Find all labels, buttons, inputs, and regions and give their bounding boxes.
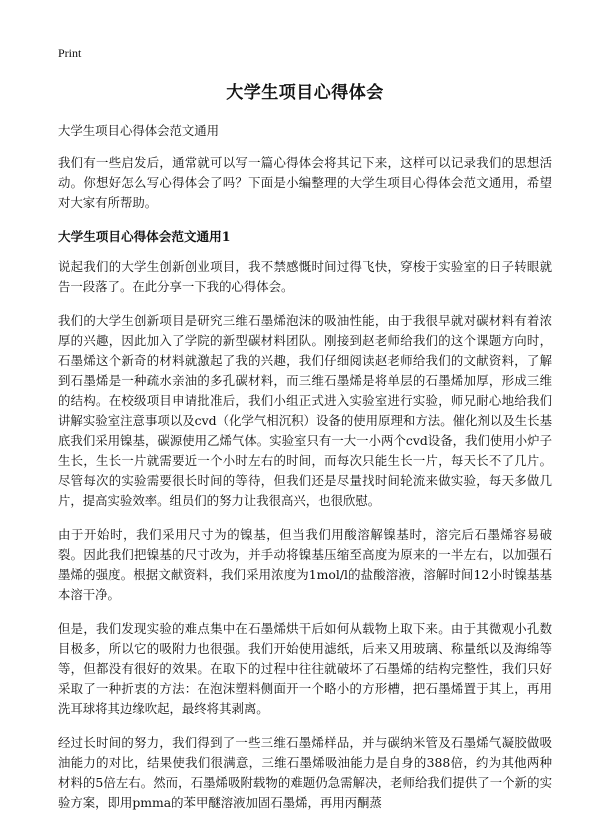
body-paragraph-4: 但是，我们发现实验的难点集中在石墨烯烘干后如何从载物上取下来。由于其微观小孔数目极多，所以它的吸附力也很强。我们开始使用滤纸，后来又用玻璃、称量纸以及海绵等等，但都没有很好的效果。在取下的过程中往往就破坏了石墨烯的结构完整性，我们只好采取了一种折衷的方法：在泡沫塑料侧面开一个略小的方形槽，把石墨烯置于其上，再用洗耳球将其边缘吹起，最终将其剥离。	[58, 621, 552, 716]
print-link[interactable]: Print	[58, 46, 82, 60]
body-paragraph-3: 由于开始时，我们采用尺寸为的镍基，但当我们用酸溶解镍基时，溶完后石墨烯容易破裂。因此我们把镍基的尺寸改为，并手动将镍基压缩至高度为原来的一半左右，以加强石墨烯的强度。根据文献资料，我们采用浓度为1mol/l的盐酸溶液，溶解时间12小时镍基基本溶干净。	[58, 527, 552, 602]
document-subtitle: 大学生项目心得体会范文通用	[58, 123, 220, 138]
body-paragraph-1: 说起我们的大学生创新创业项目，我不禁感慨时间过得飞快，穿梭于实验室的日子转眼就告一段落了。在此分享一下我的心得体会。	[58, 259, 552, 294]
document-page	[58, 78, 552, 827]
body-paragraph-5: 经过长时间的努力，我们得到了一些三维石墨烯样品，并与碳纳米管及石墨烯气凝胶做吸油能力的对比，结果使我们很满意，三维石墨烯吸油能力是自身的388倍，约为其他两种材料的5倍左右。然而，石墨烯吸附载物的难题仍急需解决，老师给我们提供了一个新的实验方案，即用pmma的苯甲醚溶液加固石墨烯，再用丙酮蒸	[58, 735, 552, 810]
intro-paragraph: 我们有一些启发后，通常就可以写一篇心得体会将其记下来，这样可以记录我们的思想活动。你想好怎么写心得体会了吗？下面是小编整理的大学生项目心得体会范文通用，希望对大家有所帮助。	[58, 155, 552, 210]
section-heading: 大学生项目心得体会范文通用1	[58, 229, 231, 244]
document-title: 大学生项目心得体会	[226, 83, 384, 103]
body-paragraph-2: 我们的大学生创新项目是研究三维石墨烯泡沫的吸油性能，由于我很早就对碳材料有着浓厚的兴趣，因此加入了学院的新型碳材料团队。刚接到赵老师给我们的这个课题方向时，石墨烯这个新奇的材料就激起了我的兴趣，我们仔细阅读赵老师给我们的文献资料，了解到石墨烯是一种疏水亲油的多孔碳材料，而三维石墨烯是将单层的石墨烯加厚，形成三维的结构。在校级项目申请批准后，我们小组正式进入实验室进行实验，师兄耐心地给我们讲解实验室注意事项以及cvd（化学气相沉积）设备的使用原理和方法。催化剂以及生长基底我们采用镍基，碳源使用乙烯气体。实验室只有一大一小两个cvd设备，我们使用小炉子生长，生长一片就需要近一个小时左右的时间，而每次只能生长一片，每天长不了几片。尽管每次的实验需要很长时间的等待，但我们还是尽量找时间轮流来做实验，每天多做几片，提高实验效率。组员们的努力让我很高兴，也很欣慰。	[58, 313, 552, 508]
